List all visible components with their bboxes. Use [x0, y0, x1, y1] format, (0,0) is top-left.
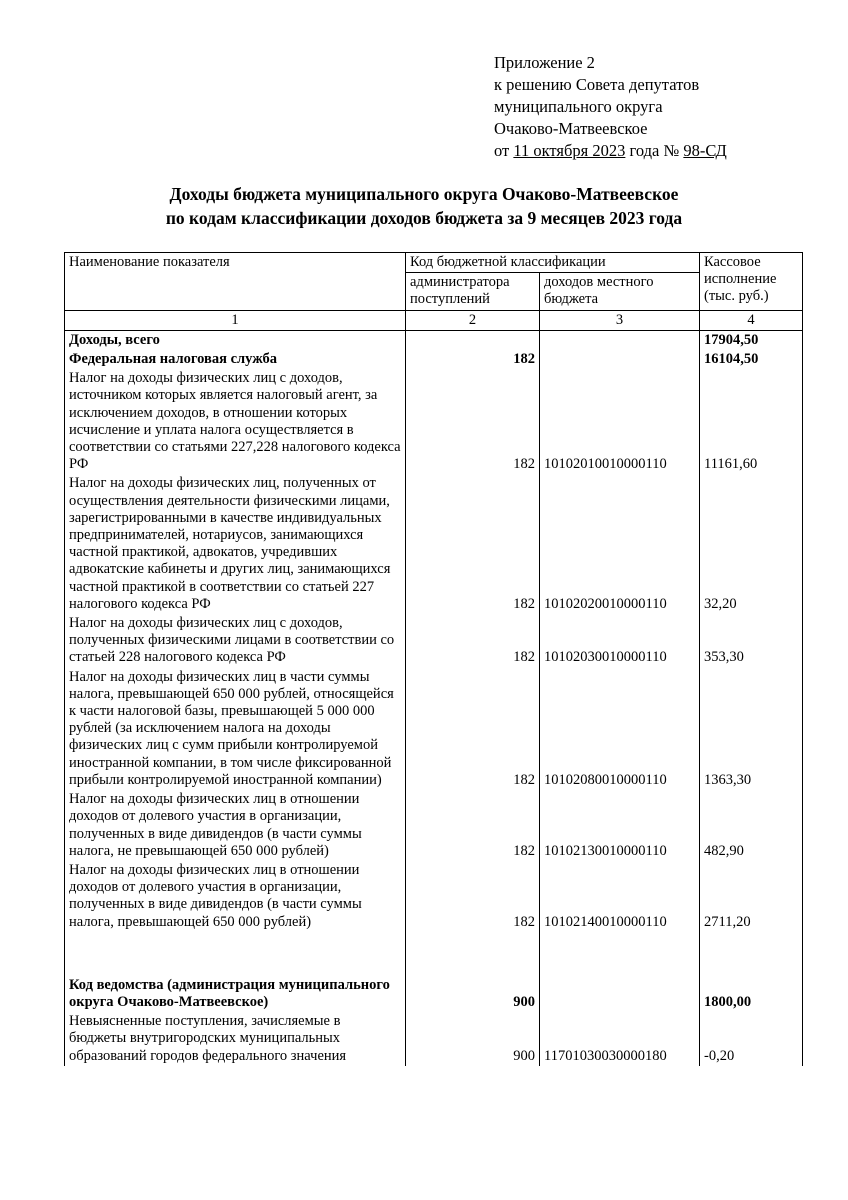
row-budget-code: 10102140010000110 [540, 861, 700, 932]
row-value: 17904,50 [700, 330, 803, 350]
row-value: 11161,60 [700, 369, 803, 474]
table-row [65, 1012, 803, 1066]
row-budget-code: 11701030030000180 [540, 1012, 700, 1066]
row-admin-code: 182 [406, 668, 540, 790]
table-row [65, 330, 803, 350]
header-admin: администратора поступлений [406, 273, 540, 310]
row-admin-code: 182 [406, 861, 540, 932]
row-admin-code [406, 330, 540, 350]
table-row [65, 474, 803, 614]
row-name: Налог на доходы физических лиц в части суммы налога, превышающей 650 000 рублей, относящейся к части налоговой базы, превышающей 5 000 000 рублей (за исключением налога на доходы физических лиц с сумм прибыли контролируемой иностранной компании, в том числе фиксированной прибыли контролируемой иностранной компании) [65, 668, 406, 790]
gap-cell [540, 932, 700, 976]
row-name: Доходы, всего [65, 330, 406, 350]
table-gap-row [65, 932, 803, 976]
row-value: -0,20 [700, 1012, 803, 1066]
row-name: Код ведомства (администрация муниципального округа Очаково-Матвеевское) [65, 976, 406, 1012]
row-value: 16104,50 [700, 350, 803, 369]
header-exec: Кассовое исполнение (тыс. руб.) [700, 253, 803, 311]
row-name: Налог на доходы физических лиц с доходов, полученных физическими лицами в соответствии со статьей 228 налогового кодекса РФ [65, 614, 406, 668]
row-name: Налог на доходы физических лиц в отношении доходов от долевого участия в организации, полученных в виде дивидендов (в части суммы налога, превышающей 650 000 рублей) [65, 861, 406, 932]
col-number: 1 [65, 310, 406, 330]
appendix-date: 11 октября 2023 [513, 141, 626, 160]
title-line-2: по кодам классификации доходов бюджета за 9 месяцев 2023 года [165, 208, 683, 228]
appendix-line: к решению Совета депутатов [494, 75, 700, 94]
row-name: Налог на доходы физических лиц с доходов, источником которых является налоговый агент, за исключением доходов, в отношении которых исчисление и уплата налога осуществляется в соответствии со статьями 227,228 налогового кодекса РФ [65, 369, 406, 474]
header-code-group: Код бюджетной классификации [406, 253, 700, 273]
row-name: Федеральная налоговая служба [65, 350, 406, 369]
appendix-line: Очаково-Матвеевское [494, 119, 648, 138]
gap-cell [65, 932, 406, 976]
table-row [65, 369, 803, 474]
row-value: 1363,30 [700, 668, 803, 790]
document-title [0, 182, 848, 230]
row-value: 353,30 [700, 614, 803, 668]
row-admin-code: 900 [406, 1012, 540, 1066]
gap-cell [700, 932, 803, 976]
row-admin-code: 182 [406, 790, 540, 861]
header-name: Наименование показателя [65, 253, 406, 311]
row-value: 2711,20 [700, 861, 803, 932]
appendix-date-line [494, 140, 727, 162]
row-budget-code [540, 330, 700, 350]
col-number: 4 [700, 310, 803, 330]
row-name: Налог на доходы физических лиц в отношении доходов от долевого участия в организации, полученных в виде дивидендов (в части суммы налога, не превышающей 650 000 рублей) [65, 790, 406, 861]
title-line-1: Доходы бюджета муниципального округа Очаково-Матвеевское [169, 184, 679, 204]
row-admin-code: 900 [406, 976, 540, 1012]
header-local: доходов местного бюджета [540, 273, 700, 310]
table-row [65, 350, 803, 369]
appendix-block [494, 52, 727, 162]
column-number-row [65, 310, 803, 330]
appendix-date-prefix: от [494, 141, 514, 160]
row-name: Налог на доходы физических лиц, полученных от осуществления деятельности физическими лицами, зарегистрированными в качестве индивидуальных предпринимателей, нотариусов, занимающихся частной практикой, адвокатов, учредивших адвокатские кабинеты и других лиц, занимающихся частной практикой в соответствии со статьей 227 налогового кодекса РФ [65, 474, 406, 614]
appendix-date-mid: года № [625, 141, 684, 160]
row-budget-code: 10102030010000110 [540, 614, 700, 668]
appendix-line: муниципального округа [494, 97, 663, 116]
header-row-1 [65, 253, 803, 273]
table-row [65, 668, 803, 790]
row-value: 482,90 [700, 790, 803, 861]
table-row [65, 790, 803, 861]
row-budget-code: 10102080010000110 [540, 668, 700, 790]
gap-cell [406, 932, 540, 976]
row-budget-code: 10102020010000110 [540, 474, 700, 614]
row-budget-code: 10102010010000110 [540, 369, 700, 474]
row-value: 32,20 [700, 474, 803, 614]
row-admin-code: 182 [406, 474, 540, 614]
col-number: 3 [540, 310, 700, 330]
row-admin-code: 182 [406, 350, 540, 369]
row-value: 1800,00 [700, 976, 803, 1012]
row-budget-code [540, 350, 700, 369]
row-name: Невыясненные поступления, зачисляемые в бюджеты внутригородских муниципальных образований городов федерального значения [65, 1012, 406, 1066]
table-row [65, 861, 803, 932]
row-budget-code [540, 976, 700, 1012]
appendix-line: Приложение 2 [494, 53, 595, 72]
income-table [64, 252, 803, 1066]
row-admin-code: 182 [406, 369, 540, 474]
appendix-number: 98-СД [683, 141, 727, 160]
row-admin-code: 182 [406, 614, 540, 668]
table-row [65, 614, 803, 668]
col-number: 2 [406, 310, 540, 330]
table-row [65, 976, 803, 1012]
row-budget-code: 10102130010000110 [540, 790, 700, 861]
